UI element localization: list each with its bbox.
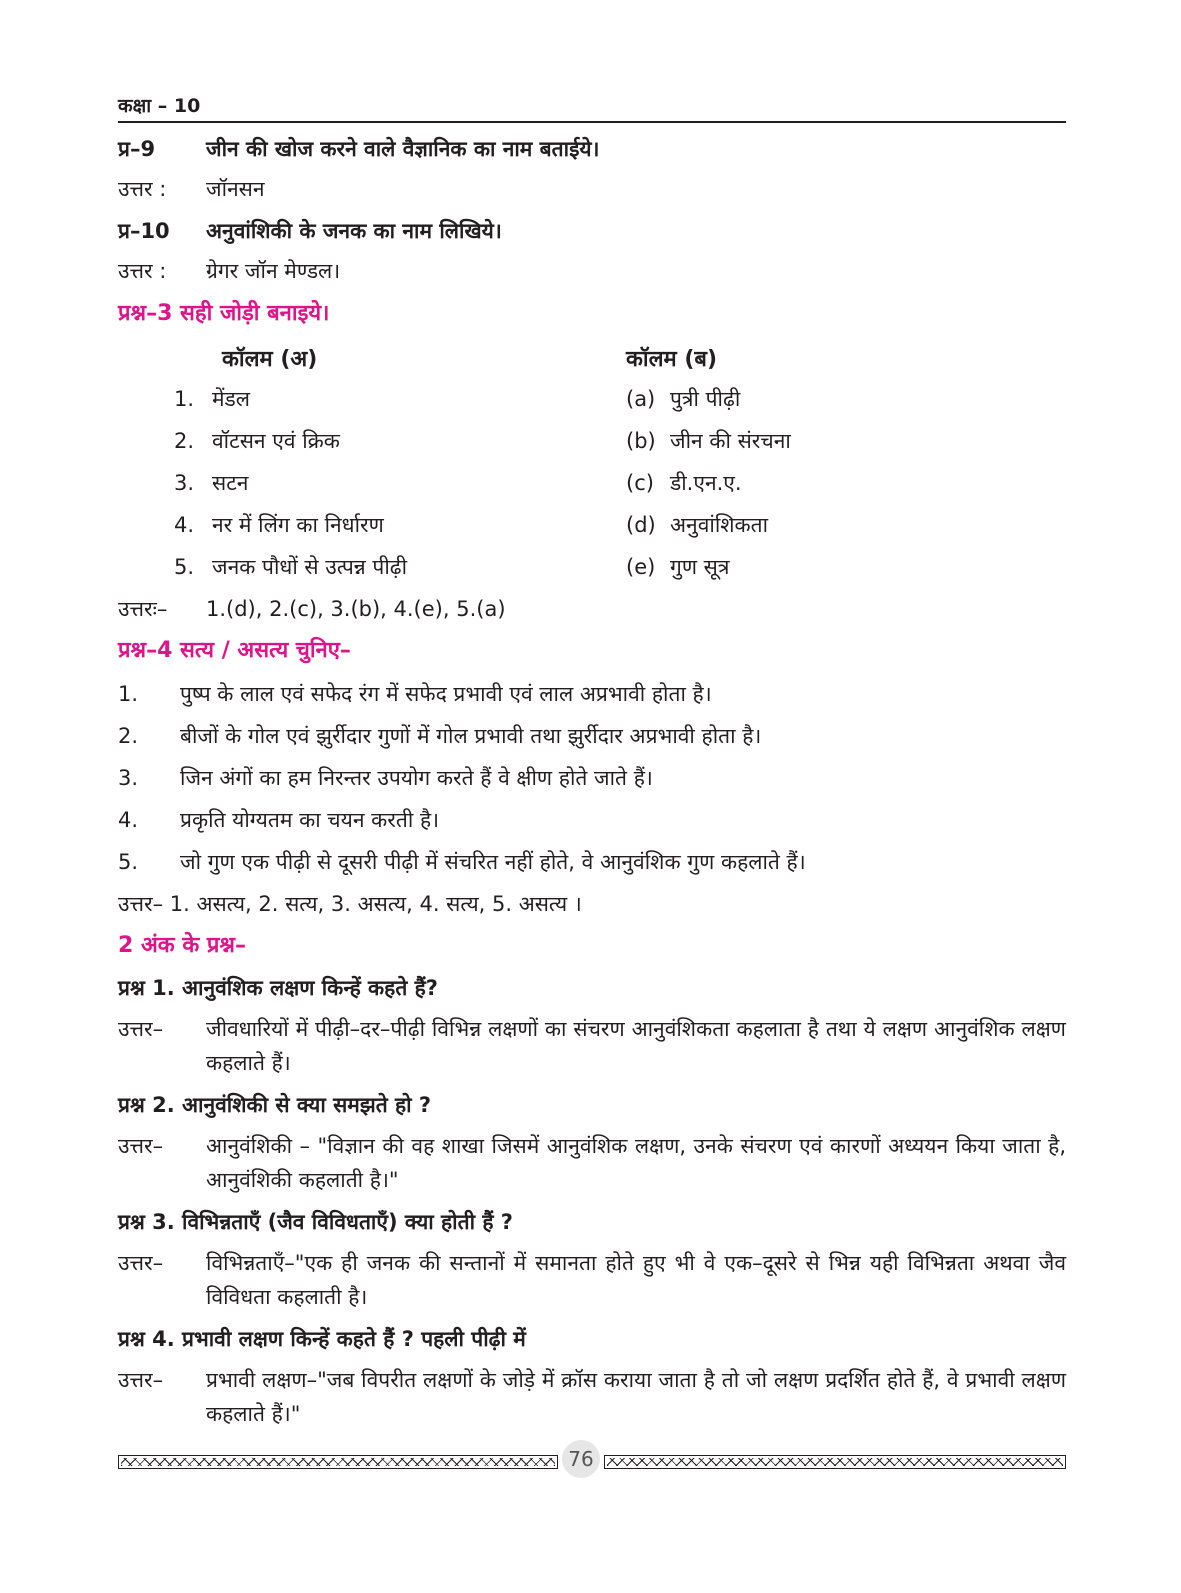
match-b-item <box>626 386 740 412</box>
item-number: 2. <box>118 724 139 748</box>
answer-label: उत्तर– <box>118 1368 164 1392</box>
item-number: 4. <box>174 513 195 537</box>
item-text: अनुवांशिकता <box>670 513 769 537</box>
item-text: डी.एन.ए. <box>670 471 742 495</box>
section-4-heading: प्रश्न–4 सत्य / असत्य चुनिए– <box>118 638 351 663</box>
page-number: 76 <box>562 1440 600 1478</box>
answer-label: उत्तर– <box>118 1134 164 1158</box>
class-label: कक्षा – 10 <box>118 95 201 117</box>
question-10 <box>118 218 502 244</box>
match-a-item <box>174 470 248 496</box>
two-marks-heading: 2 अंक के प्रश्न– <box>118 933 246 958</box>
answer-label: उत्तरः– <box>118 597 168 621</box>
answer-block <box>118 1129 1066 1199</box>
header-rule <box>118 121 1066 123</box>
tf-item <box>118 723 761 749</box>
answer-block <box>118 1363 1066 1433</box>
item-text: जो गुण एक पीढ़ी से दूसरी पीढ़ी में संचरित नहीं होते, वे आनुवंशिक गुण कहलाते हैं। <box>180 850 806 874</box>
match-a-item <box>174 554 407 580</box>
decorative-border-left <box>118 1455 558 1469</box>
answer-text: प्रभावी लक्षण–"जब विपरीत लक्षणों के जोड़े में क्रॉस कराया जाता है तो जो लक्षण प्रदर्शित होते हैं, वे प्रभावी लक्षण कहलाते हैं।" <box>206 1368 1066 1426</box>
answer-10 <box>118 258 340 284</box>
item-number: 4. <box>118 808 139 832</box>
item-number: 2. <box>174 429 195 453</box>
decorative-border-right <box>604 1455 1066 1469</box>
match-a-item <box>174 512 384 538</box>
question-9 <box>118 136 600 162</box>
answer-label: उत्तर– <box>118 1017 164 1041</box>
item-letter: (c) <box>626 471 654 495</box>
question-text: प्रश्न 2. आनुवंशिकी से क्या समझते हो ? <box>118 1093 432 1117</box>
answer-text: 1.(d), 2.(c), 3.(b), 4.(e), 5.(a) <box>206 597 506 621</box>
tf-item <box>118 765 653 791</box>
answer-block <box>118 1012 1066 1082</box>
item-text: नर में लिंग का निर्धारण <box>212 513 384 537</box>
tf-item <box>118 849 806 875</box>
item-text: प्रकृति योग्यतम का चयन करती है। <box>180 808 440 832</box>
answer-text: आनुवंशिकी – "विज्ञान की वह शाखा जिसमें आनुवंशिक लक्षण, उनके संचरण एवं कारणों अध्ययन किया जाता है, आनुवंशिकी कहलाती है।" <box>206 1134 1066 1192</box>
question-text: प्रश्न 4. प्रभावी लक्षण किन्हें कहते हैं ? पहली पीढ़ी में <box>118 1327 526 1351</box>
answer-text: जॉनसन <box>206 177 265 201</box>
answer-9 <box>118 176 265 202</box>
item-text: सटन <box>212 471 249 495</box>
answer-label: उत्तर : <box>118 177 167 201</box>
question-text: प्रश्न 3. विभिन्नताएँ (जैव विविधताएँ) क्या होती हैं ? <box>118 1210 513 1234</box>
item-text: वॉटसन एवं क्रिक <box>212 429 340 453</box>
item-number: 3. <box>118 766 139 790</box>
answer-text: ग्रेगर जॉन मेण्डल। <box>206 259 341 283</box>
answer-text: जीवधारियों में पीढ़ी–दर–पीढ़ी विभिन्न लक्षणों का संचरण आनुवंशिकता कहलाता है तथा ये लक्षण आनुवंशिक लक्षण कहलाते हैं। <box>206 1017 1066 1075</box>
item-number: 5. <box>174 555 195 579</box>
question-tag: प्र–9 <box>118 137 156 161</box>
match-a-item <box>174 428 340 454</box>
question-text: जीन की खोज करने वाले वैज्ञानिक का नाम बताईये। <box>206 137 600 161</box>
section-3-heading: प्रश्न–3 सही जोड़ी बनाइये। <box>118 301 330 326</box>
question-text: अनुवांशिकी के जनक का नाम लिखिये। <box>206 219 502 243</box>
item-text: बीजों के गोल एवं झुर्रीदार गुणों में गोल प्रभावी तथा झुर्रीदार अप्रभावी होता है। <box>180 724 762 748</box>
item-text: जनक पौधों से उत्पन्न पीढ़ी <box>212 555 408 579</box>
tf-item <box>118 681 712 707</box>
item-text: जिन अंगों का हम निरन्तर उपयोग करते हैं वे क्षीण होते जाते हैं। <box>180 766 653 790</box>
section-3-answer <box>118 596 506 622</box>
match-b-item <box>626 470 742 496</box>
item-letter: (e) <box>626 555 656 579</box>
match-a-item <box>174 386 250 412</box>
match-b-item <box>626 428 791 454</box>
answer-block <box>118 1246 1066 1316</box>
question-tag: प्र–10 <box>118 219 170 243</box>
item-number: 1. <box>118 682 139 706</box>
item-text: गुण सूत्र <box>670 555 730 579</box>
item-letter: (a) <box>626 387 656 411</box>
item-text: मेंडल <box>212 387 251 411</box>
column-b-heading: कॉलम (ब) <box>626 347 717 372</box>
section-4-answer: उत्तर– 1. असत्य, 2. सत्य, 3. असत्य, 4. सत्य, 5. असत्य । <box>118 892 582 916</box>
item-text: जीन की संरचना <box>670 429 791 453</box>
column-a-heading: कॉलम (अ) <box>222 347 318 372</box>
item-number: 1. <box>174 387 195 411</box>
answer-text: विभिन्नताएँ–"एक ही जनक की सन्तानों में समानता होते हुए भी वे एक–दूसरे से भिन्न यही विभिन्नता अथवा जैव विविधता कहलाती है। <box>206 1251 1066 1309</box>
tf-item <box>118 807 439 833</box>
item-letter: (d) <box>626 513 656 537</box>
item-text: पुत्री पीढ़ी <box>670 387 741 411</box>
match-b-item <box>626 512 768 538</box>
question-text: प्रश्न 1. आनुवंशिक लक्षण किन्हें कहते हैं? <box>118 976 438 1000</box>
item-letter: (b) <box>626 429 656 453</box>
answer-label: उत्तर– <box>118 1251 164 1275</box>
item-text: पुष्प के लाल एवं सफेद रंग में सफेद प्रभावी एवं लाल अप्रभावी होता है। <box>180 682 712 706</box>
item-number: 5. <box>118 850 139 874</box>
match-b-item <box>626 554 729 580</box>
item-number: 3. <box>174 471 195 495</box>
answer-label: उत्तर : <box>118 259 167 283</box>
